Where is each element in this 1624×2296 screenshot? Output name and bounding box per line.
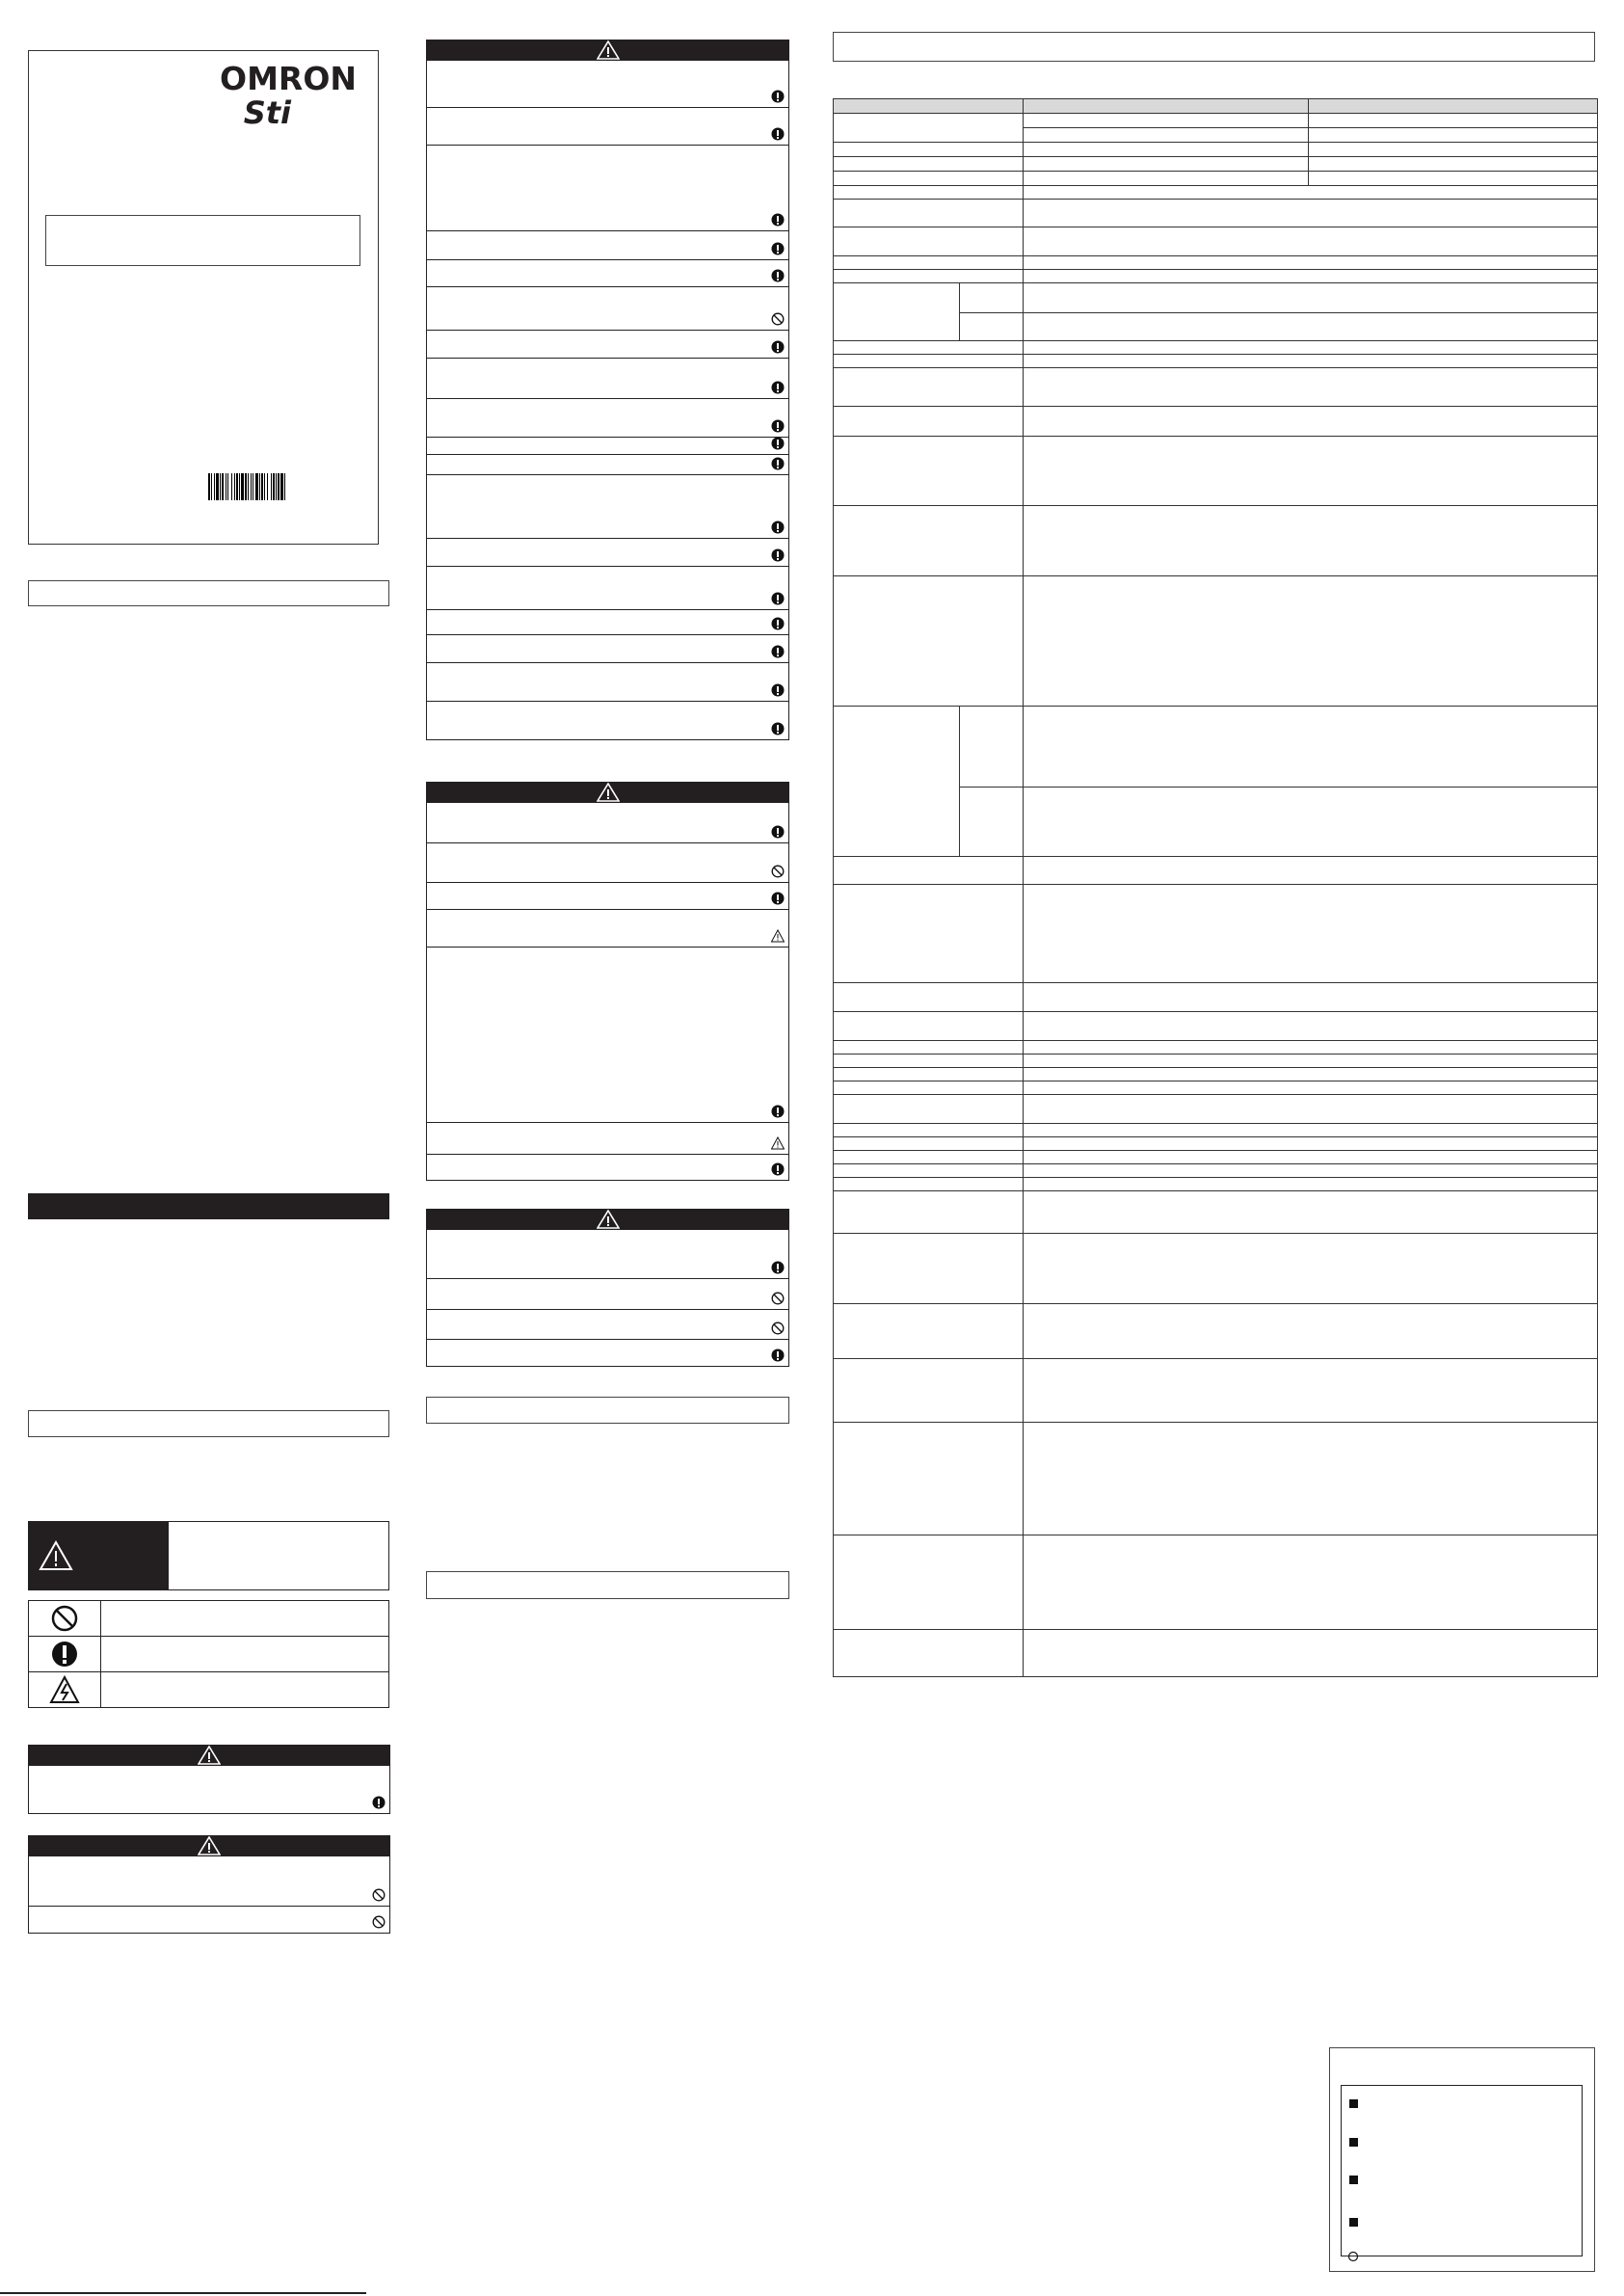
warning-item (426, 108, 789, 146)
warning-triangle-icon (597, 40, 620, 60)
table-row (834, 1535, 1598, 1630)
warning-item (426, 455, 789, 475)
table-cell (1024, 1164, 1598, 1178)
table-row (834, 1055, 1598, 1068)
table-cell (1024, 128, 1309, 143)
table-row (834, 227, 1598, 256)
table-cell (1024, 1151, 1598, 1164)
table-cell (834, 983, 1024, 1012)
section-heading-box (28, 580, 389, 606)
table-cell (1309, 157, 1598, 172)
warning-item (426, 567, 789, 610)
electric-shock-icon (49, 1675, 80, 1704)
table-row (834, 1068, 1598, 1081)
legend-row-mandatory (28, 1637, 389, 1672)
table-row (834, 270, 1598, 283)
table-cell (834, 368, 1024, 407)
warning-item (28, 1856, 390, 1907)
warning-triangle-icon (597, 783, 620, 802)
table-row (834, 200, 1598, 227)
warning-item (28, 1907, 390, 1934)
table-cell (1309, 143, 1598, 157)
warning-item (426, 910, 789, 948)
table-cell (1024, 143, 1309, 157)
table-cell (1024, 437, 1598, 506)
table-cell (1024, 1095, 1598, 1124)
table-row (834, 983, 1598, 1012)
warning-item (426, 359, 789, 399)
table-cell (834, 143, 1024, 157)
table-cell (1024, 857, 1598, 885)
bullet-square (1349, 2138, 1358, 2147)
table-row (834, 1423, 1598, 1535)
table-cell (834, 200, 1024, 227)
warning-item (426, 146, 789, 231)
table-cell (834, 1124, 1024, 1137)
footer-rule (0, 2292, 366, 2294)
warning-triangle-icon (771, 1136, 785, 1150)
mandatory-exclamation-icon (771, 548, 785, 562)
table-cell (834, 114, 1024, 143)
table-cell (834, 857, 1024, 885)
mandatory-exclamation-icon (771, 892, 785, 905)
table-row (834, 283, 1598, 313)
warning-item (426, 1230, 789, 1279)
table-cell (1024, 707, 1598, 788)
table-cell (1024, 114, 1309, 128)
table-cell (1024, 186, 1598, 200)
table-row (834, 857, 1598, 885)
table-row (834, 1151, 1598, 1164)
table-cell (1024, 368, 1598, 407)
mandatory-exclamation-icon (771, 340, 785, 354)
notice-box (1329, 2047, 1595, 2272)
warning-header (28, 1835, 390, 1856)
section-heading-box (426, 1571, 789, 1599)
mandatory-exclamation-icon (771, 242, 785, 255)
table-cell (1024, 1423, 1598, 1535)
warning-box (426, 1209, 789, 1367)
small-circle-icon (1347, 2251, 1359, 2262)
warning-item (426, 231, 789, 260)
table-cell (1024, 1178, 1598, 1191)
table-cell (1024, 885, 1598, 983)
table-cell (834, 157, 1024, 172)
table-row (834, 99, 1598, 114)
table-cell (1024, 1124, 1598, 1137)
table-cell (1024, 1081, 1598, 1095)
table-cell (834, 885, 1024, 983)
warning-item (426, 663, 789, 702)
mandatory-exclamation-icon (50, 1640, 79, 1669)
table-cell (834, 1178, 1024, 1191)
warning-item (426, 883, 789, 910)
mandatory-exclamation-icon (372, 1796, 386, 1809)
mandatory-exclamation-icon (771, 90, 785, 103)
table-row (834, 1041, 1598, 1055)
warning-signal-block (29, 1522, 169, 1589)
prohibited-circle-icon (372, 1915, 386, 1929)
table-cell (834, 1535, 1024, 1630)
table-cell (834, 1095, 1024, 1124)
table-row (834, 1234, 1598, 1304)
table-row (834, 407, 1598, 437)
table-cell (834, 1151, 1024, 1164)
table-row (834, 1137, 1598, 1151)
mandatory-exclamation-icon (771, 419, 785, 433)
warning-item (426, 1279, 789, 1310)
table-cell (834, 227, 1024, 256)
prohibited-circle-icon (771, 1292, 785, 1305)
specifications-heading-box (833, 32, 1595, 62)
warning-header (426, 40, 789, 61)
table-row (834, 1359, 1598, 1423)
model-box (45, 215, 360, 266)
table-cell (1024, 355, 1598, 368)
table-cell (1024, 506, 1598, 576)
table-row (834, 576, 1598, 707)
table-cell (1024, 1137, 1598, 1151)
mandatory-exclamation-icon (771, 1105, 785, 1118)
symbol-legend-table (28, 1600, 389, 1708)
table-row (834, 1304, 1598, 1359)
mandatory-exclamation-icon (771, 1348, 785, 1362)
table-cell (1024, 1055, 1598, 1068)
barcode (208, 473, 362, 500)
mandatory-exclamation-icon (771, 127, 785, 141)
table-cell (834, 1137, 1024, 1151)
table-row (834, 1012, 1598, 1041)
table-row (834, 114, 1598, 128)
table-cell (834, 283, 960, 341)
table-cell (834, 1304, 1024, 1359)
warning-box (28, 1835, 390, 1934)
table-cell (1024, 1041, 1598, 1055)
table-cell (1024, 313, 1598, 341)
warning-header (426, 782, 789, 803)
table-cell (834, 1630, 1024, 1677)
warning-triangle-icon (198, 1836, 221, 1855)
table-row (834, 341, 1598, 355)
specifications-table (833, 98, 1598, 1677)
table-cell (834, 1191, 1024, 1234)
warning-box (426, 40, 789, 740)
table-cell (834, 1081, 1024, 1095)
table-cell (834, 1012, 1024, 1041)
legend-row-prohibited (28, 1600, 389, 1637)
table-cell (960, 283, 1024, 313)
bullet-square (1349, 2218, 1358, 2227)
table-row (834, 1095, 1598, 1124)
table-cell (1024, 227, 1598, 256)
table-cell (1024, 1630, 1598, 1677)
warning-item (426, 331, 789, 359)
warning-box (28, 1745, 390, 1814)
table-cell (1024, 1191, 1598, 1234)
mandatory-exclamation-icon (771, 381, 785, 394)
mandatory-exclamation-icon (771, 457, 785, 470)
table-cell (1309, 172, 1598, 186)
bullet-square (1349, 2176, 1358, 2184)
mandatory-exclamation-icon (771, 645, 785, 658)
table-cell (834, 506, 1024, 576)
table-cell (1024, 1068, 1598, 1081)
bullet-square (1349, 2099, 1358, 2108)
mandatory-exclamation-icon (771, 722, 785, 735)
sti-logo: Sti (243, 94, 291, 131)
table-cell (834, 576, 1024, 707)
signal-word-legend (28, 1521, 389, 1590)
table-cell (1024, 99, 1309, 114)
table-cell (834, 355, 1024, 368)
mandatory-exclamation-icon (771, 437, 785, 450)
section-heading-box (28, 1410, 389, 1437)
table-cell (1309, 128, 1598, 143)
warning-item (426, 610, 789, 635)
table-row (834, 368, 1598, 407)
table-cell (960, 788, 1024, 857)
warning-item (426, 1310, 789, 1340)
cover-panel (28, 50, 379, 545)
mandatory-exclamation-icon (771, 1162, 785, 1176)
prohibited-circle-icon (771, 1322, 785, 1335)
table-cell (1024, 1234, 1598, 1304)
prohibited-circle-icon (771, 865, 785, 878)
table-cell (834, 1423, 1024, 1535)
table-cell (960, 313, 1024, 341)
table-row (834, 1081, 1598, 1095)
barcode-bar (285, 473, 287, 500)
table-cell (834, 341, 1024, 355)
mandatory-exclamation-icon (771, 825, 785, 839)
table-row (834, 143, 1598, 157)
warning-item (426, 635, 789, 663)
table-row (834, 885, 1598, 983)
table-cell (1024, 576, 1598, 707)
section-title-bar (28, 1193, 389, 1219)
warning-item (426, 948, 789, 1123)
warning-item (426, 287, 789, 331)
table-cell (834, 1068, 1024, 1081)
warning-item (426, 702, 789, 740)
mandatory-exclamation-icon (771, 521, 785, 534)
table-cell (1024, 270, 1598, 283)
table-cell (834, 707, 960, 857)
warning-item (426, 475, 789, 539)
warning-header (426, 1209, 789, 1230)
table-cell (1024, 157, 1309, 172)
table-cell (834, 1041, 1024, 1055)
warning-item (426, 260, 789, 287)
table-cell (1024, 788, 1598, 857)
warning-triangle-icon (39, 1540, 73, 1571)
table-cell (1024, 283, 1598, 313)
warning-triangle-icon (771, 929, 785, 943)
table-row (834, 186, 1598, 200)
table-cell (834, 437, 1024, 506)
mandatory-exclamation-icon (771, 617, 785, 630)
section-heading-box (426, 1397, 789, 1424)
warning-box (426, 782, 789, 1181)
table-cell (1024, 1535, 1598, 1630)
warning-item (426, 399, 789, 438)
warning-item (426, 803, 789, 843)
table-cell (1024, 1359, 1598, 1423)
table-row (834, 256, 1598, 270)
table-row (834, 1124, 1598, 1137)
table-cell (834, 99, 1024, 114)
table-row (834, 1191, 1598, 1234)
warning-item (426, 1123, 789, 1155)
table-row (834, 157, 1598, 172)
table-cell (834, 1359, 1024, 1423)
table-row (834, 707, 1598, 788)
warning-item (426, 1340, 789, 1367)
table-cell (1024, 256, 1598, 270)
prohibited-circle-icon (50, 1604, 79, 1633)
table-cell (1024, 172, 1309, 186)
prohibited-circle-icon (771, 312, 785, 326)
table-cell (1024, 1012, 1598, 1041)
mandatory-exclamation-icon (771, 592, 785, 605)
omron-logo: OMRON (220, 60, 357, 97)
table-row (834, 1164, 1598, 1178)
table-cell (1024, 341, 1598, 355)
table-cell (1024, 1304, 1598, 1359)
table-cell (1309, 114, 1598, 128)
table-row (834, 1178, 1598, 1191)
warning-item (426, 1155, 789, 1181)
table-cell (1024, 407, 1598, 437)
table-row (834, 437, 1598, 506)
table-row (834, 355, 1598, 368)
mandatory-exclamation-icon (771, 1261, 785, 1274)
prohibited-circle-icon (372, 1888, 386, 1902)
table-cell (1024, 983, 1598, 1012)
mandatory-exclamation-icon (771, 269, 785, 282)
table-cell (834, 186, 1024, 200)
table-cell (1024, 200, 1598, 227)
table-cell (834, 172, 1024, 186)
table-cell (834, 1055, 1024, 1068)
table-cell (1309, 99, 1598, 114)
legend-row-electric (28, 1672, 389, 1708)
table-row (834, 506, 1598, 576)
mandatory-exclamation-icon (771, 683, 785, 697)
table-cell (834, 1234, 1024, 1304)
mandatory-exclamation-icon (771, 213, 785, 227)
warning-triangle-icon (198, 1746, 221, 1765)
notice-inner-box (1341, 2085, 1583, 2256)
warning-item (426, 438, 789, 455)
warning-triangle-icon (597, 1210, 620, 1229)
warning-item (426, 843, 789, 883)
warning-item (426, 539, 789, 567)
table-cell (834, 407, 1024, 437)
table-cell (834, 256, 1024, 270)
table-cell (834, 270, 1024, 283)
warning-item (28, 1766, 390, 1814)
table-row (834, 1630, 1598, 1677)
table-cell (834, 1164, 1024, 1178)
warning-header (28, 1745, 390, 1766)
warning-item (426, 61, 789, 108)
table-cell (960, 707, 1024, 788)
table-row (834, 172, 1598, 186)
